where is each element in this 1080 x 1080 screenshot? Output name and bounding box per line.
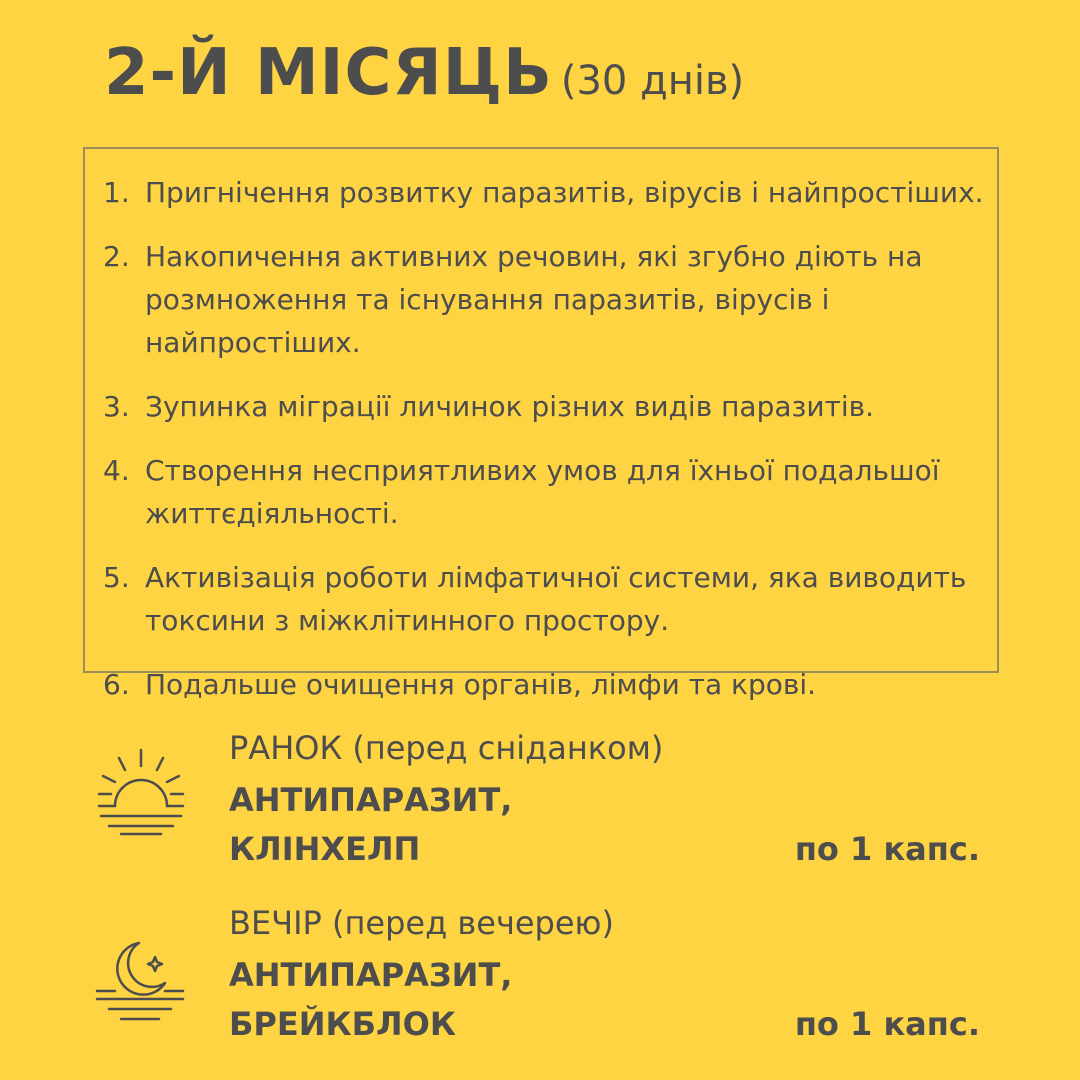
- goal-text: Накопичення активних речовин, які згубно діють на розмноження та існування паразитів, вірусів і найпростіших.: [145, 240, 923, 359]
- goal-text: Подальше очищення органів, лімфи та крові.: [145, 668, 817, 701]
- morning-label: РАНОК (перед сніданком): [229, 729, 664, 767]
- goal-item: [103, 385, 987, 428]
- page-title: [104, 36, 744, 110]
- evening-product-1: АНТИПАРАЗИТ,: [229, 956, 513, 994]
- goal-item: [103, 663, 987, 706]
- goals-list: [85, 149, 997, 706]
- goal-item: [103, 171, 987, 214]
- goal-text: Зупинка міграції личинок різних видів паразитів.: [145, 390, 875, 423]
- title-main: 2-Й МІСЯЦЬ: [104, 36, 553, 110]
- morning-dose: по 1 капс.: [794, 830, 980, 868]
- goal-item: [103, 235, 987, 364]
- goal-number: 1.: [103, 176, 130, 209]
- goal-number: 3.: [103, 390, 130, 423]
- sunrise-icon: [95, 746, 187, 842]
- moon-icon: [95, 933, 187, 1029]
- goal-item: [103, 449, 987, 535]
- evening-product-2: БРЕЙКБЛОК: [229, 1005, 456, 1043]
- goal-text: Створення несприятливих умов для їхньої подальшої життєдіяльності.: [145, 454, 940, 530]
- goals-box: [83, 147, 999, 701]
- morning-product-1: АНТИПАРАЗИТ,: [229, 781, 513, 819]
- evening-label: ВЕЧІР (перед вечерею): [229, 904, 614, 942]
- title-subtitle: (30 днів): [560, 58, 745, 104]
- goal-number: 6.: [103, 668, 130, 701]
- goal-number: 5.: [103, 561, 130, 594]
- goal-number: 4.: [103, 454, 130, 487]
- goal-text: Активізація роботи лімфатичної системи, яка виводить токсини з міжклітинного простору.: [145, 561, 967, 637]
- evening-dose: по 1 капс.: [794, 1005, 980, 1043]
- goal-item: [103, 556, 987, 642]
- goal-number: 2.: [103, 240, 130, 273]
- goal-text: Пригнічення розвитку паразитів, вірусів і найпростіших.: [145, 176, 984, 209]
- morning-product-2: КЛІНХЕЛП: [229, 830, 421, 868]
